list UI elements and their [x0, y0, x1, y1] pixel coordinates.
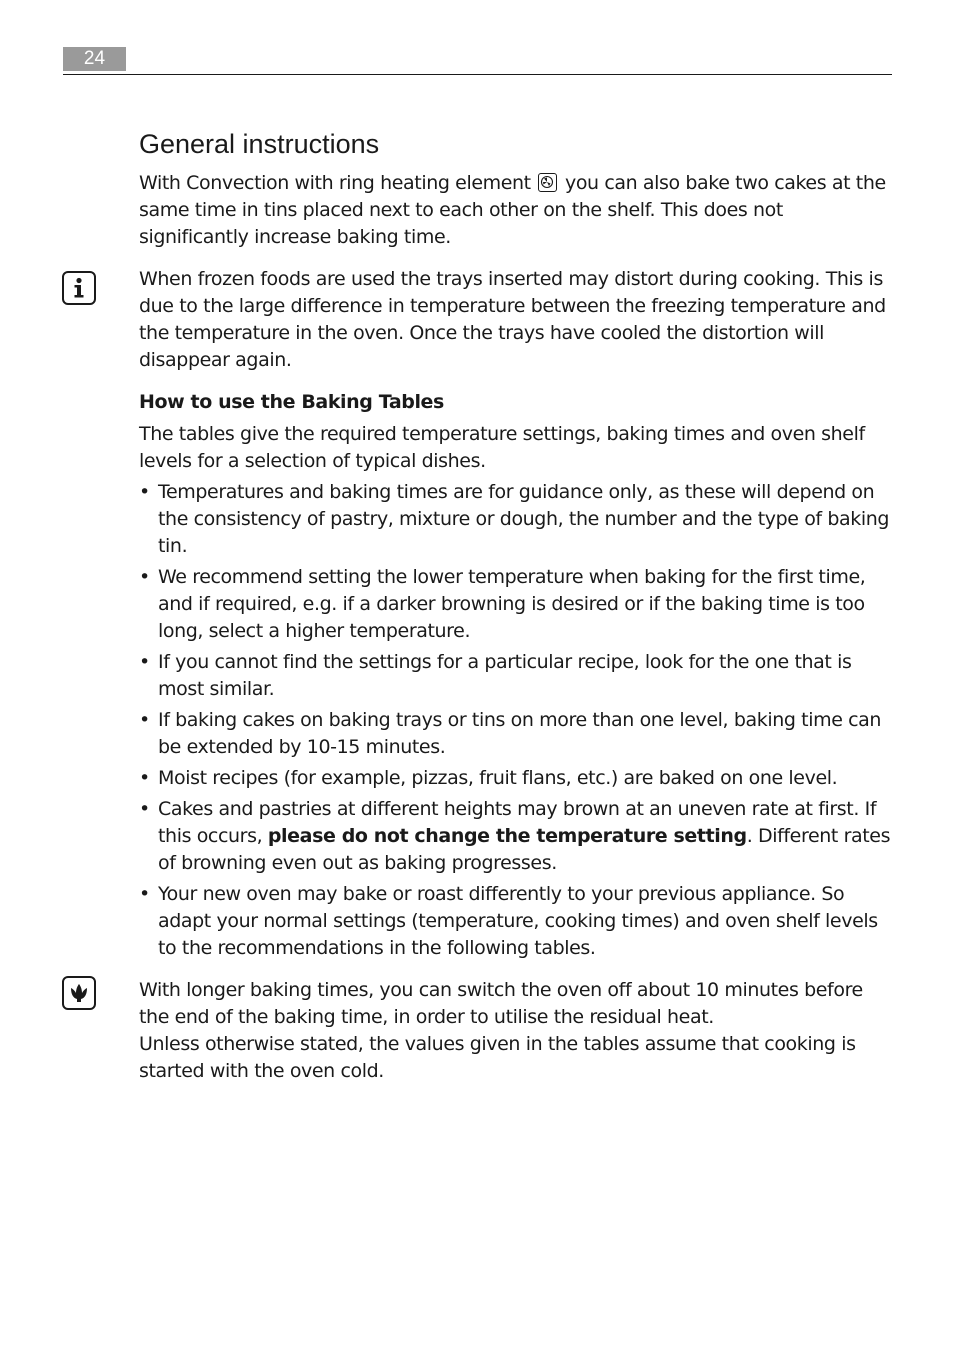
intro-text-start: With Convection with ring heating element — [139, 172, 531, 194]
header-rule — [63, 74, 892, 75]
eco-note: With longer baking times, you can switch the oven off about 10 minutes before the end of the baking time, in order to utilise the residual heat. — [139, 979, 863, 1028]
guidance-list — [139, 479, 891, 962]
list-item: • We recommend setting the lower temperature when baking for the first time, and if required, e.g. if a darker browning is desired or if the baking time is too long, select a higher temperature. — [139, 564, 891, 645]
list-item — [139, 796, 891, 877]
page-number: 24 — [63, 47, 126, 71]
tables-intro: The tables give the required temperature settings, baking times and oven shelf levels for a selection of typical dishes. — [139, 423, 865, 472]
baking-tables-heading: How to use the Baking Tables — [139, 391, 444, 413]
environment-tip-icon — [62, 976, 96, 1010]
temperature-warning: please do not change the temperature setting — [267, 825, 747, 847]
list-item: • Your new oven may bake or roast differently to your previous appliance. So adapt your normal settings (temperature, cooking times) and oven shelf levels to the recommendations in the following tables. — [139, 881, 891, 962]
intro-text-end: you can also bake two cakes at the same time in tins placed next to each other on the shelf. This does not significantly increase baking time. — [139, 172, 886, 248]
section-title: General instructions — [139, 129, 380, 159]
info-note: When frozen foods are used the trays inserted may distort during cooking. This is due to the large difference in temperature between the freezing temperature and the temperature in the oven. Once the trays have cooled the distortion will disappear again. — [139, 268, 886, 371]
list-item: • If you cannot find the settings for a particular recipe, look for the one that is most similar. — [139, 649, 891, 703]
intro-paragraph — [139, 170, 891, 251]
closing-note: Unless otherwise stated, the values given in the tables assume that cooking is started with the oven cold. — [139, 1033, 856, 1082]
info-icon — [62, 271, 96, 305]
list-item: • Moist recipes (for example, pizzas, fruit flans, etc.) are baked on one level. — [139, 765, 891, 792]
list-item-text: Cakes and pastries at different heights may brown at an uneven rate at first. If this occurs, — [158, 798, 877, 847]
list-item-text: . Different rates of browning even out as baking progresses. — [158, 825, 891, 874]
main-content — [139, 126, 891, 1085]
list-item: • Temperatures and baking times are for guidance only, as these will depend on the consistency of pastry, mixture or dough, the number and the type of baking tin. — [139, 479, 891, 560]
fan-ring-heating-icon — [538, 173, 557, 192]
list-item: • If baking cakes on baking trays or tins on more than one level, baking time can be extended by 10-15 minutes. — [139, 707, 891, 761]
